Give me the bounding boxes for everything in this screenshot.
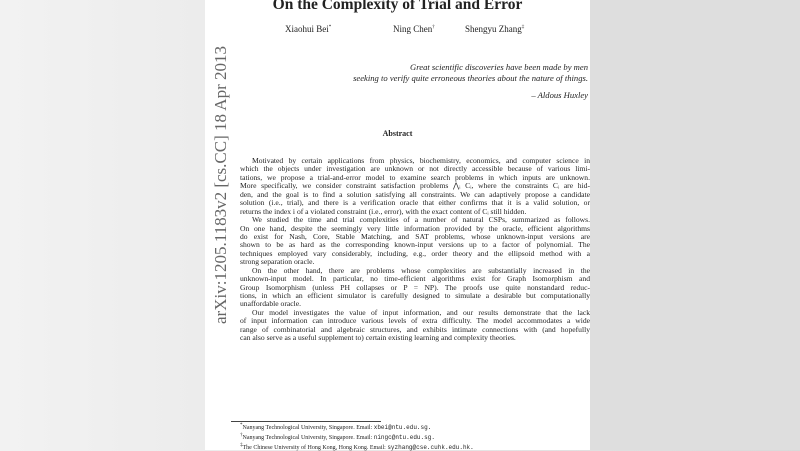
- abstract-line: returns the index i of a violated constraint (i.e., error), with the exact content of Cᵢ still hidden.: [240, 207, 527, 216]
- abstract-line: of input information can introduce various levels of extra difficulty. The model accommodates a wide: [240, 317, 590, 326]
- author-name: Shengyu Zhang: [465, 24, 522, 34]
- footnote-email: ningc@ntu.edu.sg.: [373, 434, 435, 441]
- abstract-line: unaffordable oracle.: [240, 300, 301, 309]
- author: [393, 24, 435, 34]
- arxiv-stamp: arXiv:1205.1183v2 [cs.CC] 18 Apr 2013: [211, 46, 230, 324]
- footnote-mark: †: [240, 433, 243, 438]
- abstract-line: shown to be as hard as the corresponding known-input versions up to a factor of polynomial. The: [240, 241, 590, 250]
- footnote-text: Nanyang Technological University, Singapore. Email:: [242, 435, 374, 441]
- author: [465, 24, 524, 34]
- abstract-line: tations, we propose a trial-and-error model to examine search problems in which inputs are unknown.: [240, 173, 590, 182]
- footnote-rule: [231, 421, 381, 422]
- footnote-email: xbei@ntu.edu.sg.: [373, 424, 432, 431]
- abstract-line: On the other hand, there are problems whose complexities are substantially increased in the: [252, 266, 590, 275]
- abstract-line: unknown-input model. In particular, no time-efficient algorithms exist for Graph Isomorphism and: [240, 275, 590, 284]
- footnote-email: syzhang@cse.cuhk.edu.hk.: [387, 444, 474, 451]
- abstract-line: We studied the time and trial complexities of a number of natural CSPs, summarized as follows.: [252, 216, 590, 225]
- abstract-line: Motivated by certain applications from physics, biochemistry, economics, and computer science in: [252, 157, 590, 165]
- abstract-line: strong separation oracle.: [240, 258, 315, 267]
- footnote-mark: ‡: [240, 443, 243, 448]
- epigraph-attribution: – Aldous Huxley: [531, 90, 588, 100]
- author-mark: †: [432, 25, 435, 30]
- abstract-heading: Abstract: [382, 129, 413, 138]
- author-name: Xiaohui Bei: [285, 24, 329, 34]
- abstract-line: range of combinatorial and algebraic structures, and exhibits intimate connections with (and hopefully: [240, 325, 590, 334]
- epigraph-line: Great scientific discoveries have been made by men: [410, 62, 588, 72]
- paper-title: On the Complexity of Trial and Error: [272, 0, 523, 13]
- footnote: [240, 433, 435, 441]
- abstract-line: Group Isomorphism (unless PH collapses or P = NP). The proofs use quite nonstandard reduc-: [240, 283, 590, 292]
- author-mark: ‡: [521, 25, 525, 30]
- abstract-line: On one hand, despite the seemingly very little information provided by the oracle, efficient algorithms: [240, 224, 590, 233]
- abstract-body: [240, 157, 590, 343]
- abstract-line: can also serve as a useful supplement to) certain existing learning and complexity theories.: [240, 334, 516, 343]
- author-name: Ning Chen: [393, 24, 433, 34]
- abstract-line: techniques employed vary considerably, including, e.g., order theory and the ellipsoid method with a: [240, 249, 590, 258]
- abstract-line: solution (i.e., trial), and there is a verification oracle that either confirms that it is a valid solution, or: [240, 199, 590, 208]
- abstract-line: Our model investigates the value of input information, and our results demonstrate that the lack: [252, 308, 590, 317]
- abstract-line: den, and the goal is to find a solution satisfying all constraints. We can adaptively propose a candidate: [240, 190, 590, 199]
- epigraph-line: seeking to verify quite erroneous theories about the nature of things.: [353, 73, 588, 83]
- abstract-line: do exist for Nash, Core, Stable Matching, and SAT problems, whose unknown-input versions are: [240, 232, 590, 241]
- footnote-mark: *: [240, 423, 243, 428]
- footnote-text: The Chinese University of Hong Kong, Hong Kong. Email:: [242, 445, 388, 451]
- footnote: [240, 423, 431, 431]
- author: [285, 24, 331, 34]
- abstract-line: which the objects under investigation are unknown or not directly accessible because of various limi-: [240, 165, 590, 174]
- footnote-text: Nanyang Technological University, Singapore. Email:: [242, 425, 374, 431]
- abstract-line: More specifically, we consider constraint satisfaction problems ⋀ᵢ Cᵢ, where the constraints Cᵢ are hid-: [240, 182, 590, 191]
- viewer-background: [590, 0, 800, 450]
- author-mark: *: [328, 25, 332, 30]
- abstract-line: tions, in which an efficient simulator is carefully designed to simulate a desirable but computationally: [240, 292, 590, 300]
